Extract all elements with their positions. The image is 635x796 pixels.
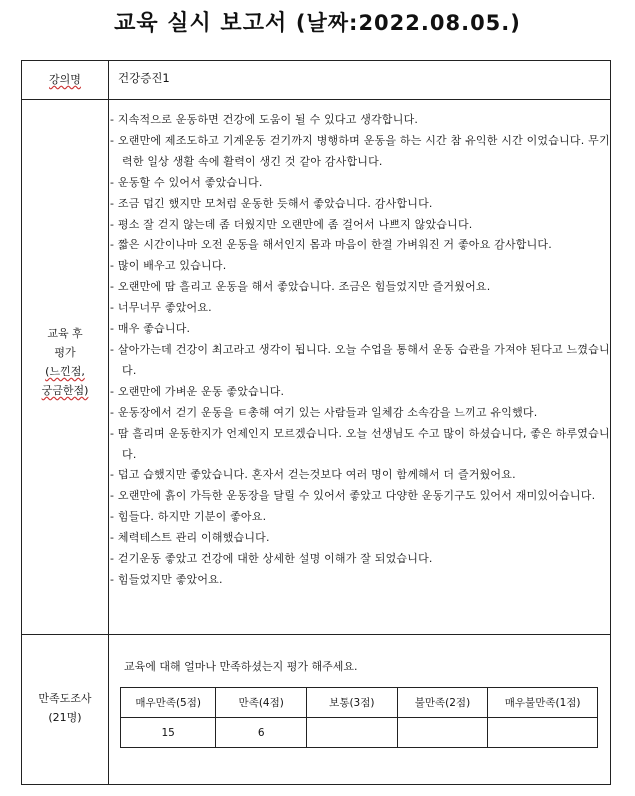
column-divider: [108, 61, 109, 784]
satisfaction-header-cell: 만족(4점): [216, 688, 307, 718]
comment-item: - 짧은 시간이나마 오전 운동을 해서인지 몸과 마음이 한결 가벼워진 거 좋아요 감사합니다.: [110, 238, 552, 252]
row-divider: [22, 634, 610, 635]
satisfaction-header-cell: 매우불만족(1점): [488, 688, 598, 718]
comment-item: - 오랜만에 흙이 가득한 운동장을 달릴 수 있어서 좋았고 다양한 운동기구도 있어서 재미있어습니다.: [110, 489, 596, 503]
report-date: (날짜:2022.08.05.): [295, 11, 521, 35]
satisfaction-count-cell: 6: [216, 718, 307, 748]
satisfaction-label-line: 만족도조사: [38, 692, 92, 705]
report-title: [0, 6, 635, 37]
comment-item: - 오랜만에 제조도하고 기계운동 걷기까지 병행하며 운동을 하는 시간 참 유익한 시간 이었습니다. 무기력한 일상 생활 속에 활력이 생긴 것 같아 감사합니다.: [110, 133, 610, 168]
course-label-text: 강의명: [49, 73, 81, 86]
comment-item: - 조금 덥긴 했지만 모처럼 운동한 듯해서 좋았습니다. 감사합니다.: [110, 196, 433, 210]
comment-item: - 매우 좋습니다.: [110, 322, 191, 336]
report-title-text: 교육 실시 보고서: [114, 11, 288, 36]
evaluation-label-line: 궁금한점): [41, 384, 89, 397]
report-table: [21, 60, 611, 785]
comment-item: - 살아가는데 건강이 최고라고 생각이 됩니다. 오늘 수업을 통해서 운동 습관을 가져야 된다고 느꼈습니다.: [110, 342, 610, 377]
comment-item: - 평소 잘 걷지 않는데 좀 더웠지만 오랜만에 좀 걸어서 나쁘지 않았습니다.: [110, 217, 473, 231]
satisfaction-label: [22, 689, 108, 727]
course-label: [22, 70, 108, 89]
evaluation-label-line: 교육 후: [47, 327, 83, 340]
comment-item: - 오랜만에 가벼운 운동 좋았습니다.: [110, 384, 285, 398]
row-divider: [22, 99, 610, 100]
comment-item: - 지속적으로 운동하면 건강에 도움이 될 수 있다고 생각합니다.: [110, 113, 419, 126]
comment-item: - 힘들다. 하지만 기분이 좋아요.: [110, 510, 267, 524]
satisfaction-label-line: (21명): [48, 711, 82, 724]
comment-item: - 운동장에서 걷기 운동을 ㅌ총해 여기 있는 사람들과 일체감 소속감을 느끼고 유익했다.: [110, 405, 538, 419]
satisfaction-count-row: [121, 718, 598, 748]
satisfaction-count-cell: [397, 718, 488, 748]
comment-item: - 너무너무 좋았어요.: [110, 301, 212, 315]
comment-item: - 덥고 습했지만 좋았습니다. 혼자서 걷는것보다 여러 명이 함께해서 더 즐거웠어요.: [110, 468, 516, 482]
satisfaction-prompt: 교육에 대해 얼마나 만족하셨는지 평가 해주세요.: [124, 660, 358, 673]
comment-item: - 체력테스트 관리 이해했습니다.: [110, 531, 270, 545]
comment-item: - 오랜만에 땀 흘리고 운동을 해서 좋았습니다. 조금은 힘들었지만 즐거웠어요.: [110, 280, 491, 294]
satisfaction-header-row: [121, 688, 598, 718]
satisfaction-count-cell: [307, 718, 398, 748]
comment-item: - 걷기운동 좋았고 건강에 대한 상세한 설명 이해가 잘 되었습니다.: [110, 552, 433, 566]
satisfaction-count-cell: [488, 718, 598, 748]
course-name: 건강증진1: [118, 71, 170, 85]
satisfaction-header-cell: 보통(3점): [307, 688, 398, 718]
satisfaction-table: [120, 687, 598, 748]
comment-item: - 힘들었지만 좋았어요.: [110, 572, 223, 586]
comment-item: - 운동할 수 있어서 좋았습니다.: [110, 175, 263, 189]
evaluation-label: [22, 324, 108, 400]
comment-item: - 땀 흘리며 운동한지가 언제인지 모르겠습니다. 오늘 선생님도 수고 많이 하셨습니다, 좋은 하루였습니다.: [110, 426, 610, 461]
satisfaction-header-cell: 불만족(2점): [397, 688, 488, 718]
evaluation-label-line: 평가: [54, 346, 76, 359]
comment-item: - 많이 배우고 있습니다.: [110, 259, 227, 273]
evaluation-label-line: (느낀점,: [45, 365, 85, 378]
satisfaction-header-cell: 매우만족(5점): [121, 688, 216, 718]
comment-list: [110, 110, 612, 591]
satisfaction-count-cell: 15: [121, 718, 216, 748]
